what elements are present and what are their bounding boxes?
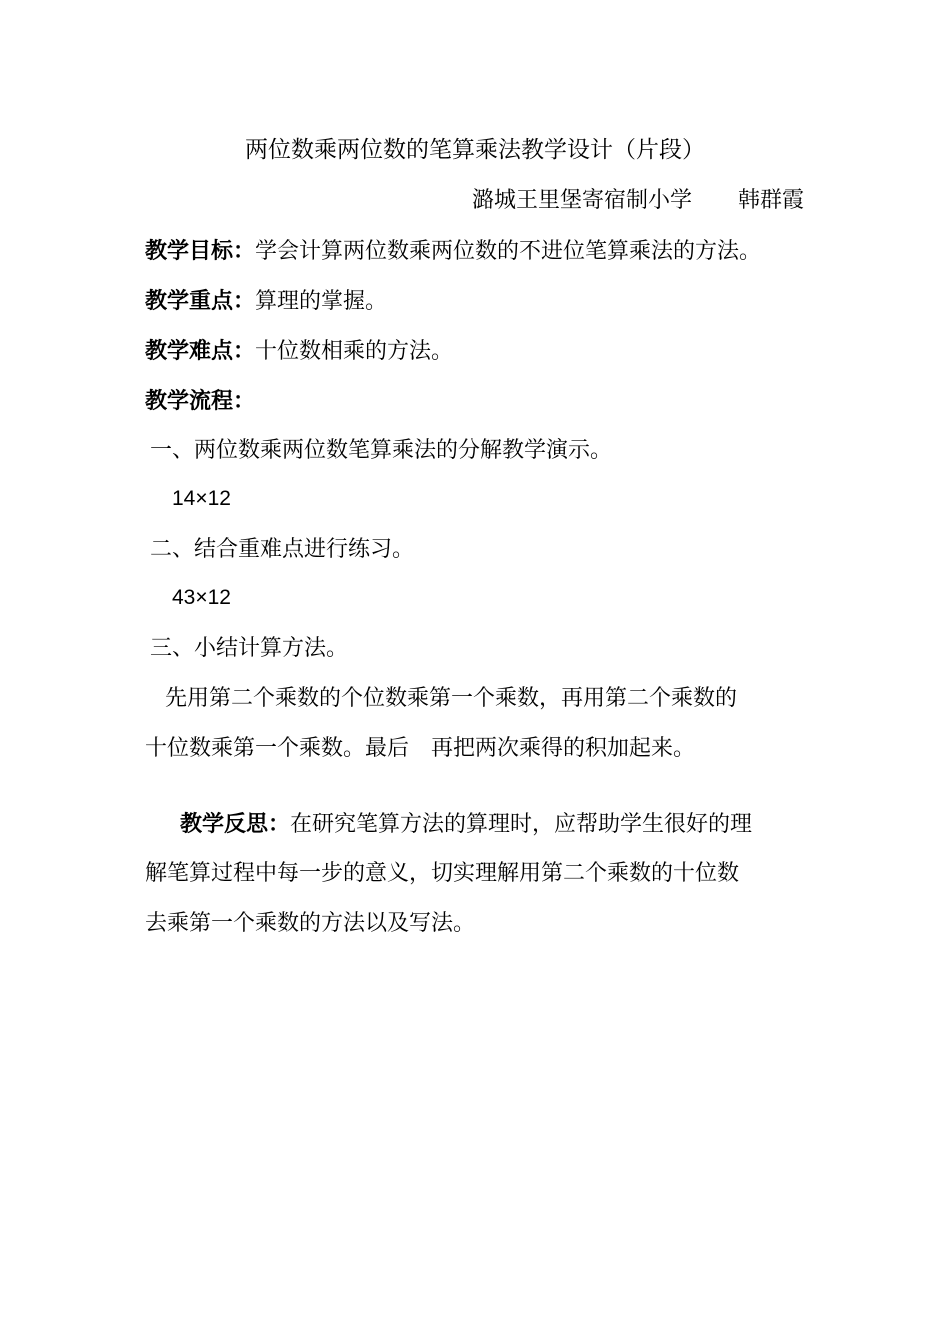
summary-line-2-part-b: 再把两次乘得的积加起来。 [431, 736, 696, 761]
difficulty-label: 教学难点： [145, 338, 256, 364]
step-1-heading: 一、两位数乘两位数笔算乘法的分解教学演示。 [150, 438, 613, 463]
summary-line-1: 先用第二个乘数的个位数乘第一个乘数，再用第二个乘数的 [165, 686, 738, 711]
document-title: 两位数乘两位数的笔算乘法教学设计（片段） [245, 137, 705, 163]
teaching-difficulty [145, 337, 453, 366]
step-2-example: 43×12 [172, 586, 231, 609]
step-2-heading: 二、结合重难点进行练习。 [150, 537, 415, 562]
teaching-flow-heading: 教学流程： [145, 388, 256, 414]
author-line [472, 187, 804, 215]
key-point-text: 算理的掌握。 [255, 289, 388, 314]
step-3-heading: 三、小结计算方法。 [150, 636, 349, 661]
summary-line-2-part-a: 十位数乘第一个乘数。最后 [145, 736, 410, 761]
reflection-line-2: 解笔算过程中每一步的意义，切实理解用第二个乘数的十位数 [145, 861, 740, 886]
teaching-goal [145, 237, 761, 266]
reflection-line-3: 去乘第一个乘数的方法以及写法。 [145, 911, 476, 936]
teaching-key-point [145, 287, 387, 316]
reflection-line-1 [180, 810, 752, 839]
step-1-example: 14×12 [172, 487, 231, 510]
teaching-goal-text: 学会计算两位数乘两位数的不进位笔算乘法的方法。 [255, 239, 762, 264]
difficulty-text: 十位数相乘的方法。 [255, 339, 454, 364]
reflection-label: 教学反思： [180, 811, 291, 837]
teaching-goal-label: 教学目标： [145, 238, 256, 264]
author-name: 韩群霞 [738, 188, 805, 213]
key-point-label: 教学重点： [145, 288, 256, 314]
school-name: 潞城王里堡寄宿制小学 [472, 188, 693, 213]
summary-line-2 [145, 735, 695, 763]
reflection-text-1: 在研究笔算方法的算理时，应帮助学生很好的理 [290, 812, 753, 837]
